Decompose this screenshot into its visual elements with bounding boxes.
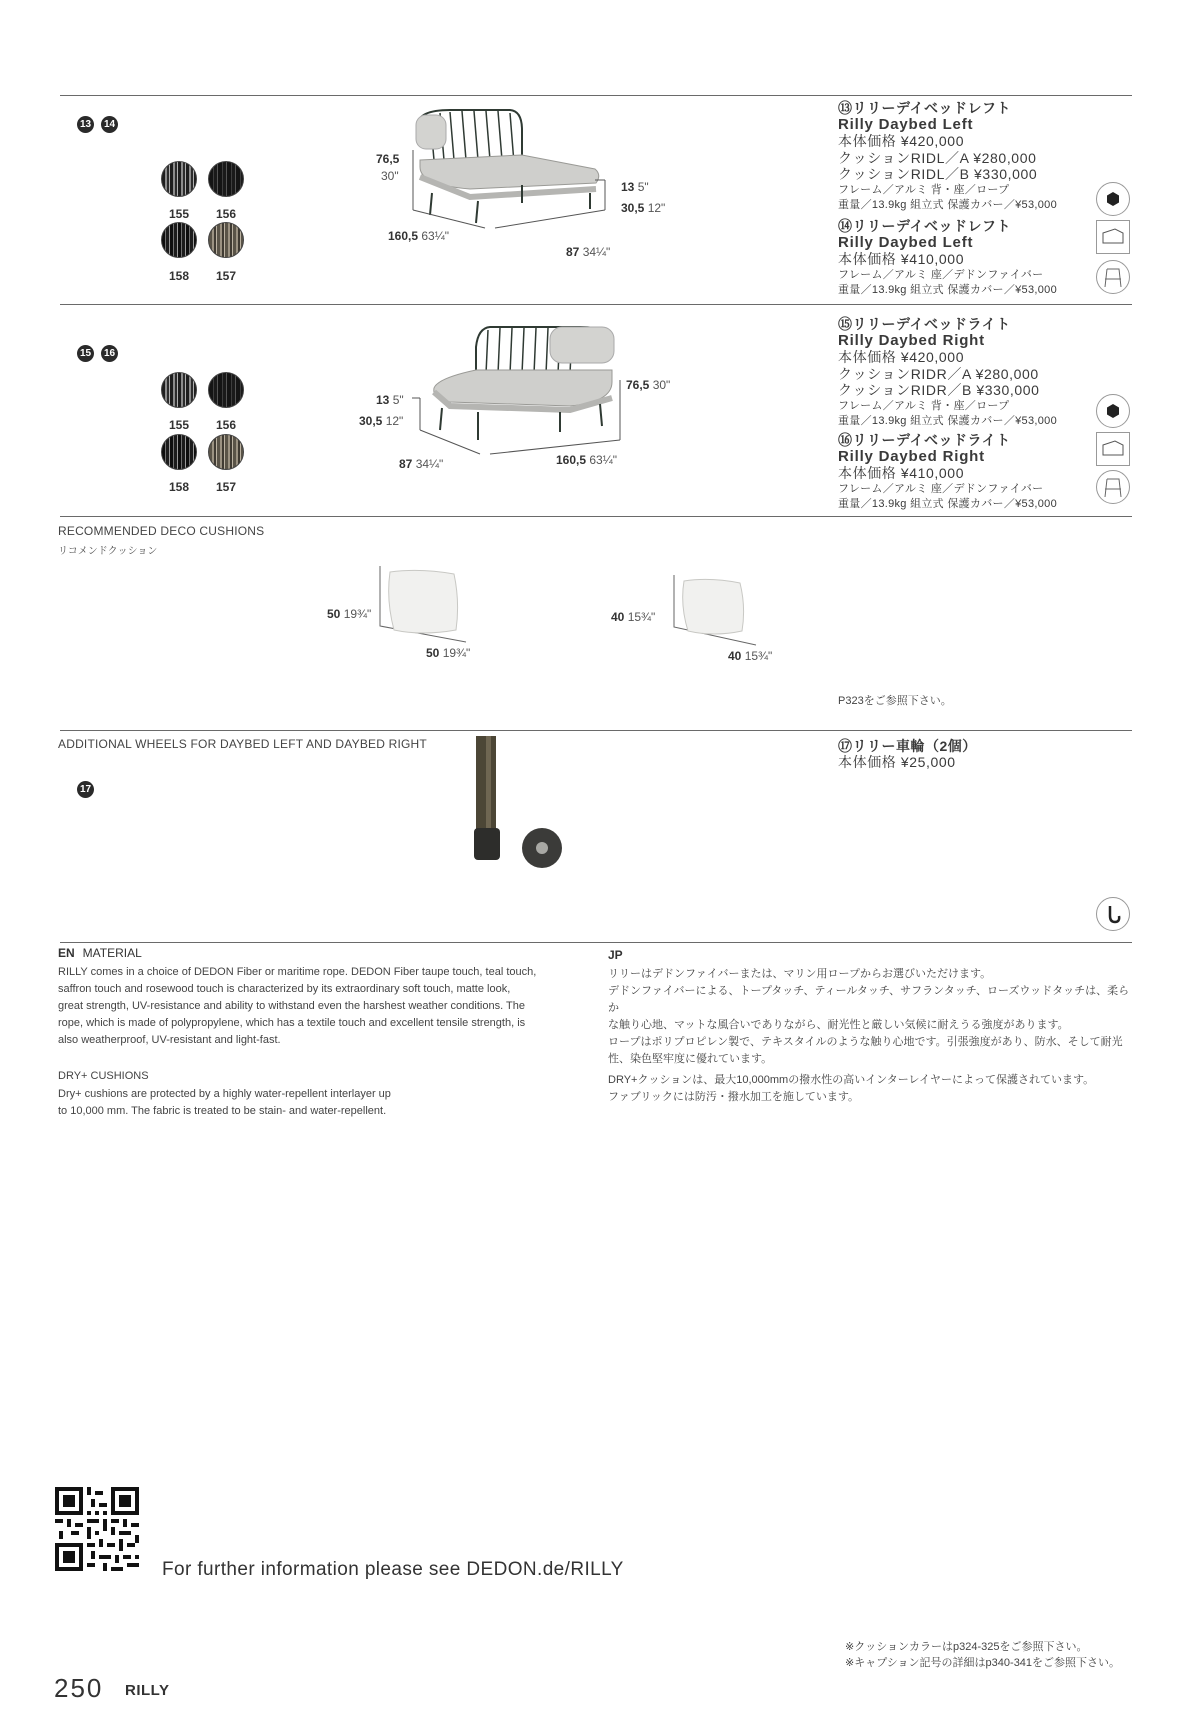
hexagon-icon bbox=[1096, 182, 1130, 216]
badge-17: 17 bbox=[77, 781, 94, 798]
product-weight: 重量／13.9kg 組立式 保護カバー／¥53,000 bbox=[838, 414, 1058, 427]
product-title: ⑯リリーデイベッドライト bbox=[838, 432, 1011, 448]
badge-14: 14 bbox=[101, 116, 118, 133]
cushions-heading: RECOMMENDED DECO CUSHIONS bbox=[58, 524, 265, 538]
product-weight: 重量／13.9kg 組立式 保護カバー／¥53,000 bbox=[838, 497, 1058, 510]
product-name: Rilly Daybed Right bbox=[838, 332, 985, 349]
cushion-a-price: クッションRIDR／A ¥280,000 bbox=[838, 365, 1039, 382]
footer-note-1: ※クッションカラーはp324-325をご参照下さい。 bbox=[845, 1641, 1088, 1653]
swatch-label: 155 bbox=[168, 418, 190, 432]
swatch-label: 157 bbox=[215, 269, 237, 283]
swatch-156[interactable] bbox=[208, 161, 244, 197]
cushion-40-image bbox=[670, 575, 770, 651]
spec-daybed-right-a bbox=[838, 316, 1138, 429]
qr-code-icon[interactable] bbox=[55, 1487, 139, 1571]
spec-daybed-left-a bbox=[838, 100, 1138, 213]
dim-length: 160,5 63¼" bbox=[388, 229, 449, 243]
cushion-50-height: 50 19¾" bbox=[327, 607, 372, 621]
wheels-heading: ADDITIONAL WHEELS FOR DAYBED LEFT AND DAYBED RIGHT bbox=[58, 737, 427, 751]
dim-seat-height: 30,5 12" bbox=[359, 414, 404, 428]
dim-height: 76,5 30" bbox=[626, 378, 671, 392]
spec-daybed-right-b bbox=[838, 432, 1138, 512]
swatch-155[interactable] bbox=[161, 372, 197, 408]
product-price: 本体価格 ¥420,000 bbox=[838, 133, 965, 149]
product-material: フレーム／アルミ 座／デドンファイバー bbox=[838, 482, 1044, 495]
page-number: 250 bbox=[54, 1673, 104, 1703]
footer-note-2: ※キャプション記号の詳細はp340-341をご参照下さい。 bbox=[845, 1657, 1121, 1669]
product-title: ⑭リリーデイベッドレフト bbox=[838, 218, 1012, 234]
en-material-text: RILLY comes in a choice of DEDON Fiber or maritime rope. DEDON Fiber taupe touch, teal touch, saffron touch and rosewood touch is characterized by its extraordinary soft touch, matte look, great strength, UV-resistance and ability to withstand even the harshest weather conditions. The rope, which is made of polypropylene, which has a textile touch and excellent tensile strength, is also weatherproof, UV-resistant and light-fast. bbox=[58, 966, 537, 1046]
dim-seat-height: 30,5 12" bbox=[621, 201, 666, 215]
dim-depth: 87 34¼" bbox=[566, 245, 611, 259]
swatch-label: 156 bbox=[215, 418, 237, 432]
swatch-157[interactable] bbox=[208, 222, 244, 258]
jp-dry-text: DRY+クッションは、最大10,000mmの撥水性の高いインターレイヤーによって保護されています。 ファブリックには防汚・撥水加工を施しています。 bbox=[608, 1074, 1095, 1103]
dim-seat: 13 5" bbox=[376, 393, 404, 407]
cover-icon bbox=[1096, 432, 1130, 466]
swatch-158[interactable] bbox=[161, 222, 197, 258]
badge-15: 15 bbox=[77, 345, 94, 362]
product-title: ⑰リリー車輪（2個） bbox=[838, 738, 977, 754]
rule-row4 bbox=[60, 730, 1132, 731]
chair-outline-icon bbox=[1096, 470, 1130, 504]
jp-heading: JP bbox=[608, 948, 623, 962]
product-weight: 重量／13.9kg 組立式 保護カバー／¥53,000 bbox=[838, 283, 1058, 296]
spec-wheels bbox=[838, 738, 1138, 771]
en-material-heading: EN MATERIAL bbox=[58, 946, 142, 960]
product-material: フレーム／アルミ 背・座／ロープ bbox=[838, 399, 1010, 412]
swatch-label: 158 bbox=[168, 269, 190, 283]
rule-row2 bbox=[60, 304, 1132, 305]
en-dry-text: Dry+ cushions are protected by a highly water-repellent interlayer up to 10,000 mm. The fabric is treated to be stain- and water-repellent. bbox=[58, 1088, 391, 1117]
swatch-158[interactable] bbox=[161, 434, 197, 470]
product-price: 本体価格 ¥410,000 bbox=[838, 251, 965, 267]
cushion-50-image bbox=[376, 566, 476, 648]
product-price: 本体価格 ¥25,000 bbox=[838, 754, 956, 770]
cushion-40-width: 40 15¾" bbox=[728, 649, 773, 663]
cushion-b-price: クッションRIDL／B ¥330,000 bbox=[838, 166, 1038, 182]
product-name: Rilly Daybed Left bbox=[838, 116, 974, 133]
cover-icon bbox=[1096, 220, 1130, 254]
dim-seat: 13 5" bbox=[621, 180, 649, 194]
swatch-label: 155 bbox=[168, 207, 190, 221]
hexagon-icon bbox=[1096, 394, 1130, 428]
dim-length: 160,5 63¼" bbox=[556, 453, 617, 467]
chair-outline-icon bbox=[1096, 260, 1130, 294]
badge-13: 13 bbox=[77, 116, 94, 133]
cushion-b-price: クッションRIDR／B ¥330,000 bbox=[838, 382, 1040, 398]
product-weight: 重量／13.9kg 組立式 保護カバー／¥53,000 bbox=[838, 198, 1058, 211]
dim-height-in: 30" bbox=[381, 169, 399, 183]
jp-material-text: リリーはデドンファイバーまたは、マリン用ロープからお選びいただけます。 デドンファイバーによる、トープタッチ、ティールタッチ、サフランタッチ、ローズウッドタッチは、柔らか な触り心地、マットな風合いでありながら、耐光性と厳しい気候に耐えうる強度があります。 ロープはポリプロピレン製で、テキスタイルのような触り心地です。引張強度があり、防水、そして耐光 性、染色堅牢度に優れています。 bbox=[608, 968, 1130, 1065]
swatch-157[interactable] bbox=[208, 434, 244, 470]
product-material: フレーム／アルミ 座／デドンファイバー bbox=[838, 268, 1044, 281]
product-price: 本体価格 ¥410,000 bbox=[838, 465, 965, 481]
section-name: RILLY bbox=[125, 1682, 170, 1699]
swatch-155[interactable] bbox=[161, 161, 197, 197]
swatch-label: 157 bbox=[215, 480, 237, 494]
wheel-tool-icon bbox=[1096, 897, 1130, 931]
en-dry-heading: DRY+ CUSHIONS bbox=[58, 1070, 149, 1082]
product-name: Rilly Daybed Right bbox=[838, 448, 985, 465]
cushion-50-width: 50 19¾" bbox=[426, 646, 471, 660]
cushion-reference: P323をご参照下さい。 bbox=[838, 695, 952, 707]
dim-height: 76,5 bbox=[376, 152, 400, 166]
product-title: ⑬リリーデイベッドレフト bbox=[838, 100, 1012, 116]
rule-row3 bbox=[60, 516, 1132, 517]
spec-daybed-left-b bbox=[838, 218, 1138, 298]
further-info[interactable]: For further information please see DEDON.de/RILLY bbox=[162, 1559, 624, 1580]
swatch-label: 156 bbox=[215, 207, 237, 221]
cushion-a-price: クッションRIDL／A ¥280,000 bbox=[838, 149, 1037, 166]
cushions-subheading: リコメンドクッション bbox=[58, 546, 158, 557]
top-rule bbox=[60, 95, 1132, 96]
dim-depth: 87 34¼" bbox=[399, 457, 444, 471]
badge-16: 16 bbox=[101, 345, 118, 362]
wheel-image bbox=[466, 736, 566, 872]
swatch-156[interactable] bbox=[208, 372, 244, 408]
product-title: ⑮リリーデイベッドライト bbox=[838, 316, 1011, 332]
product-price: 本体価格 ¥420,000 bbox=[838, 349, 965, 365]
product-name: Rilly Daybed Left bbox=[838, 234, 974, 251]
product-material: フレーム／アルミ 背・座／ロープ bbox=[838, 183, 1010, 196]
rule-row5 bbox=[60, 942, 1132, 943]
swatch-label: 158 bbox=[168, 480, 190, 494]
cushion-40-height: 40 15¾" bbox=[611, 610, 656, 624]
